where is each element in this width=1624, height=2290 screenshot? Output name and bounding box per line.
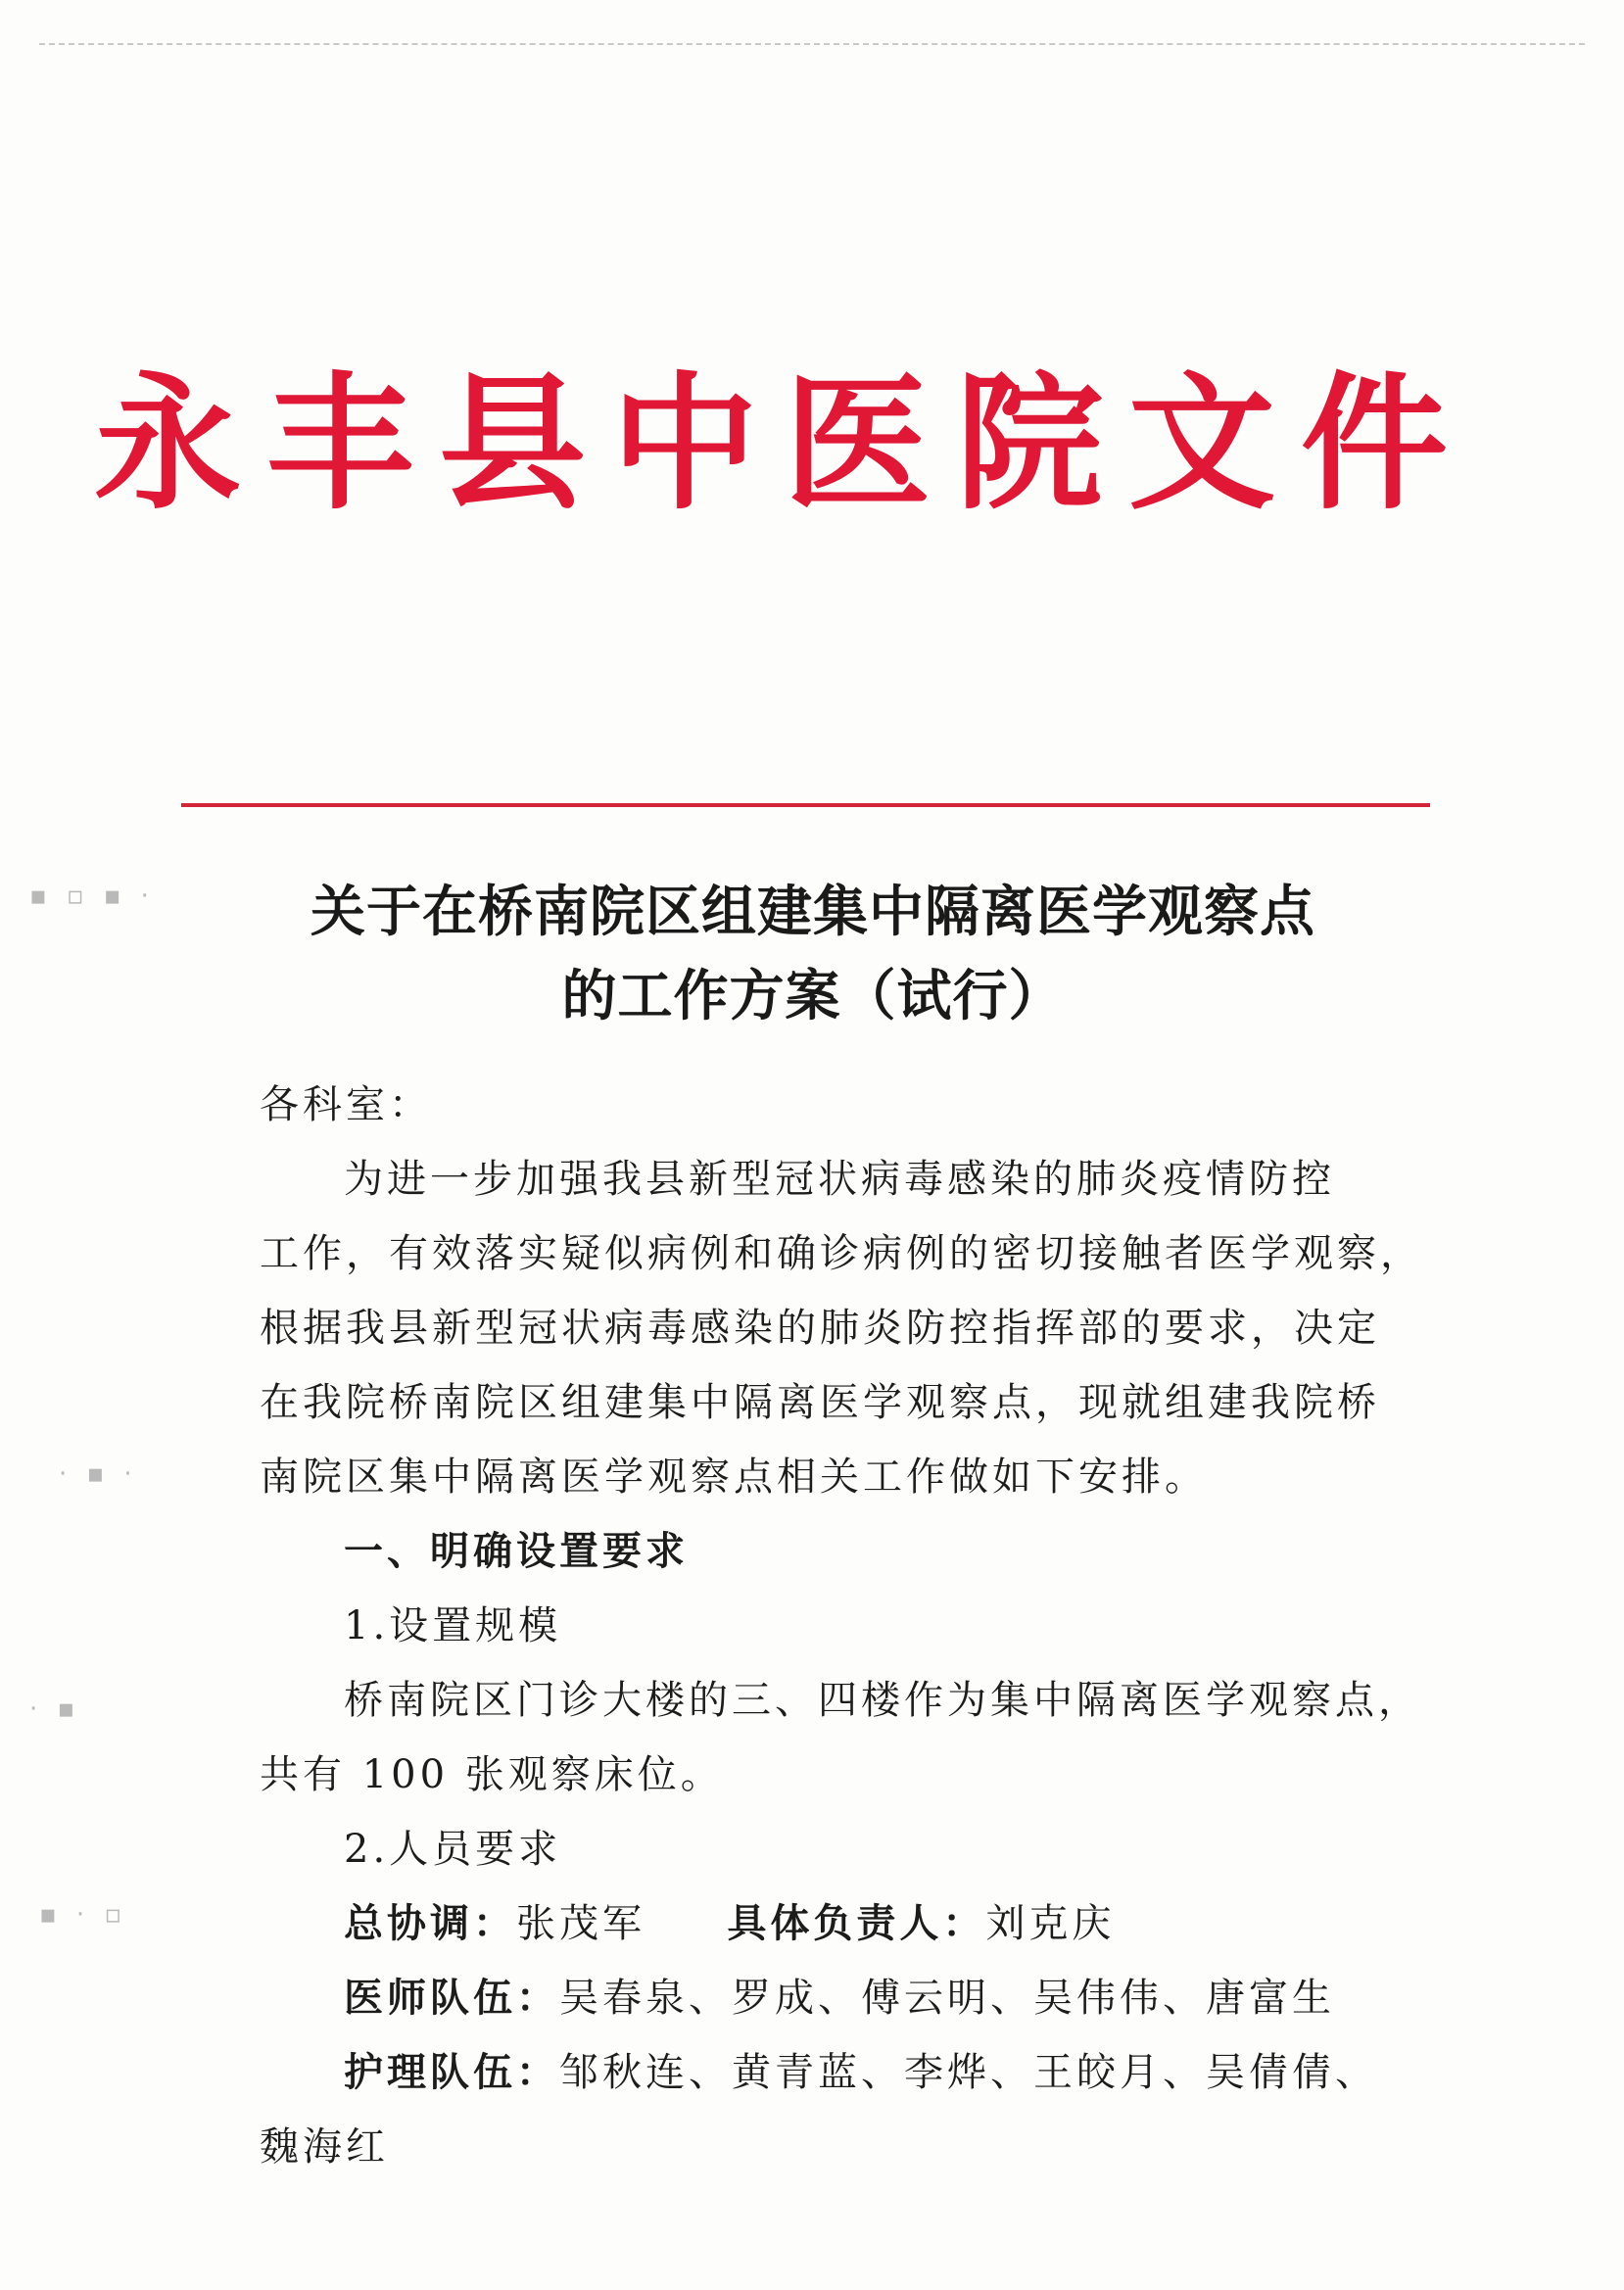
document-title-line-2: 的工作方案（试行） bbox=[561, 964, 1065, 1028]
item-heading-1: 1.设置规模 bbox=[344, 1603, 562, 1648]
paragraph-line: 在我院桥南院区组建集中隔离医学观察点，现就组建我院桥 bbox=[260, 1380, 1380, 1425]
salutation: 各科室： bbox=[260, 1082, 432, 1127]
document-title-line-1: 关于在桥南院区组建集中隔离医学观察点 bbox=[310, 880, 1315, 944]
item-heading-2: 2.人员要求 bbox=[344, 1827, 562, 1872]
doctor-row bbox=[260, 1961, 1435, 2035]
scan-noise: ▪ ▫ ▪ · bbox=[29, 882, 155, 911]
scan-noise: ⋅ ▪ ⋅ bbox=[59, 1459, 138, 1489]
nurse-row-continued: 魏海红 bbox=[260, 2124, 389, 2170]
section-heading-1: 一、明确设置要求 bbox=[344, 1528, 689, 1574]
nurse-row bbox=[260, 2035, 1435, 2110]
item-1-line-1: 桥南院区门诊大楼的三、四楼作为集中隔离医学观察点， bbox=[344, 1678, 1421, 1723]
paragraph-line: 根据我县新型冠状病毒感染的肺炎防控指挥部的要求，决定 bbox=[260, 1306, 1380, 1351]
document-body bbox=[260, 1068, 1435, 2184]
doctor-label: 医师队伍： bbox=[344, 1975, 559, 2021]
document-header-title: 永丰县中医院文件 bbox=[94, 359, 1474, 530]
red-separator-line bbox=[181, 803, 1430, 807]
scan-top-edge bbox=[39, 43, 1585, 45]
coordinator-row bbox=[260, 1886, 1435, 1961]
nurse-label: 护理队伍： bbox=[344, 2049, 559, 2095]
responsible-label: 具体负责人： bbox=[727, 1900, 986, 1946]
paragraph-line: 工作，有效落实疑似病例和确诊病例的密切接触者医学观察， bbox=[260, 1231, 1423, 1276]
doctor-value: 吴春泉、罗成、傅云明、吴伟伟、唐富生 bbox=[559, 1976, 1335, 2021]
paragraph-line: 为进一步加强我县新型冠状病毒感染的肺炎疫情防控 bbox=[344, 1157, 1335, 1202]
item-1-line-2: 共有 100 张观察床位。 bbox=[260, 1752, 724, 1797]
coordinator-value: 张茂军 bbox=[516, 1901, 645, 1946]
nurse-value: 邹秋连、黄青蓝、李烨、王皎月、吴倩倩、 bbox=[559, 2050, 1378, 2095]
coordinator-label: 总协调： bbox=[344, 1900, 516, 1946]
paragraph-line: 南院区集中隔离医学观察点相关工作做如下安排。 bbox=[260, 1455, 1208, 1500]
scan-noise: ▪ · ▫ bbox=[39, 1900, 128, 1930]
document-title bbox=[147, 870, 1479, 1038]
scan-noise: ⋅ ▪ bbox=[29, 1694, 81, 1724]
responsible-value: 刘克庆 bbox=[985, 1901, 1116, 1946]
